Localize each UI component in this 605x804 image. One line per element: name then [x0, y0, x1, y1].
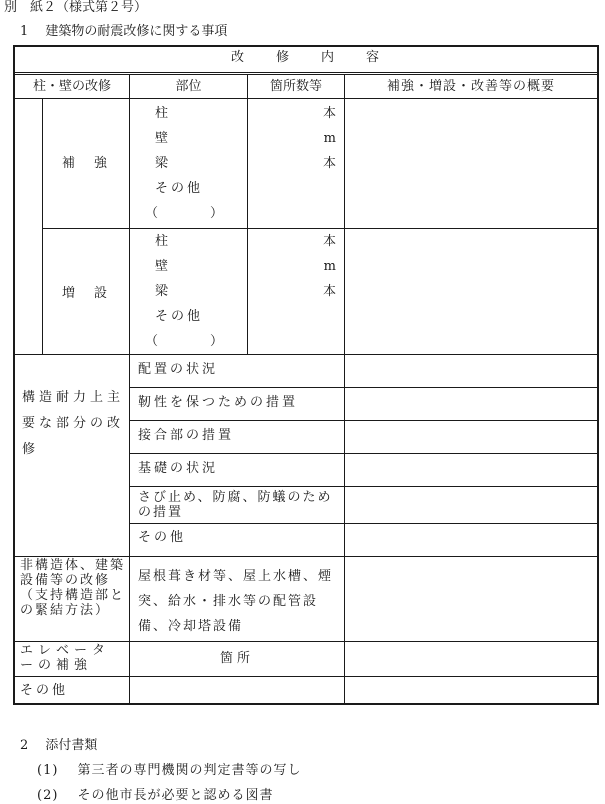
section2-item-1: (1) 第三者の専門機関の判定書等の写し	[37, 763, 302, 778]
section1-title: 1 建築物の耐震改修に関する事項	[20, 24, 228, 39]
col-header-summary: 補強・増設・改善等の概要	[386, 79, 555, 94]
structural-item-placement: 配置の状況	[138, 362, 219, 377]
reinforce-label: 補 強	[62, 156, 111, 171]
reinforce-part-paren: （ ）	[145, 206, 224, 221]
add-unit-pillar: 本	[322, 234, 336, 249]
col-header-category: 柱・壁の改修	[32, 79, 111, 94]
nonstructural-label: 非構造体、建築設備等の改修（支持構造部との緊結方法）	[20, 558, 126, 618]
section2-title: 2 添付書類	[20, 738, 98, 753]
reinforce-part-beam: 梁	[155, 156, 169, 171]
structural-item-toughness: 靭性を保つための措置	[138, 395, 299, 410]
elevator-label: エレベーターの補強	[20, 643, 111, 673]
reinforce-part-wall: 壁	[155, 131, 169, 146]
elevator-item: 箇所	[219, 651, 254, 666]
structural-item-joints: 接合部の措置	[138, 428, 235, 443]
reinforce-unit-wall: m	[323, 131, 336, 146]
table-main-header: 改 修 内 容	[230, 50, 381, 65]
add-label: 増 設	[62, 286, 111, 301]
reinforce-unit-pillar: 本	[322, 106, 336, 121]
form-label: 別 紙２（様式第２号）	[4, 0, 148, 15]
add-part-other: その他	[155, 309, 204, 324]
col-header-count: 箇所数等	[269, 79, 322, 94]
structural-item-other: その他	[138, 530, 187, 545]
reinforce-unit-beam: 本	[322, 156, 336, 171]
col-header-part: 部位	[175, 79, 202, 94]
add-part-paren: （ ）	[145, 334, 224, 349]
reinforce-part-other: その他	[155, 181, 204, 196]
add-part-pillar: 柱	[155, 234, 169, 249]
nonstructural-item: 屋根葺き材等、屋上水槽、煙突、給水・排水等の配管設備、冷却塔設備	[138, 569, 334, 634]
add-part-wall: 壁	[155, 259, 169, 274]
structural-item-rustproof: さび止め、防腐、防蟻のための措置	[138, 490, 333, 520]
section2-item-2: (2) その他市長が必要と認める図書	[37, 788, 274, 803]
add-part-beam: 梁	[155, 284, 169, 299]
add-unit-wall: m	[323, 259, 336, 274]
structural-item-foundation: 基礎の状況	[138, 461, 219, 476]
other-label: その他	[20, 683, 69, 698]
structural-label: 構造耐力上主要な部分の改修	[22, 390, 125, 457]
add-unit-beam: 本	[322, 284, 336, 299]
reinforce-part-pillar: 柱	[155, 106, 169, 121]
